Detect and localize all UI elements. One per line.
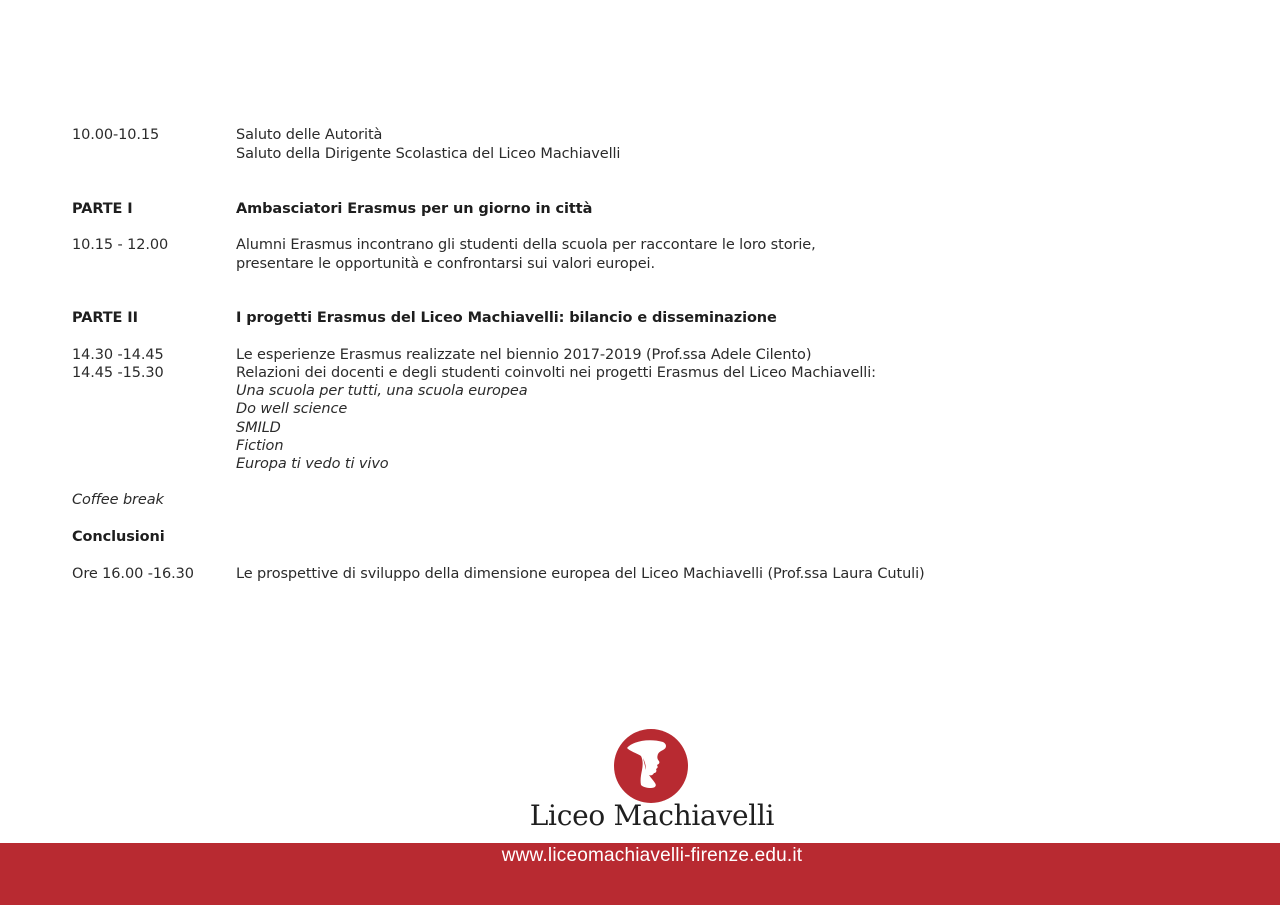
opening-line-2: Saluto della Dirigente Scolastica del Liceo Machiavelli <box>236 146 621 162</box>
conclusions-time: Ore 16.00 -16.30 <box>72 566 194 582</box>
conclusions-text: Le prospettive di sviluppo della dimensione europea del Liceo Machiavelli (Prof.ssa Laura Cutuli) <box>236 566 925 582</box>
part2-line-1: Le esperienze Erasmus realizzate nel biennio 2017-2019 (Prof.ssa Adele Cilento) <box>236 347 812 363</box>
part1-line-1: Alumni Erasmus incontrano gli studenti della scuola per raccontare le loro storie, <box>236 237 816 253</box>
school-name: Liceo Machiavelli <box>529 799 775 832</box>
part1-label: PARTE I <box>72 201 133 217</box>
opening-line-1: Saluto delle Autorità <box>236 127 383 143</box>
project-item: Fiction <box>236 438 284 454</box>
project-item: SMILD <box>236 420 281 436</box>
machiavelli-profile-emblem-icon <box>613 728 689 804</box>
part2-time-1: 14.30 -14.45 <box>72 347 164 363</box>
project-item: Europa ti vedo ti vivo <box>236 456 389 472</box>
part1-time: 10.15 - 12.00 <box>72 237 169 253</box>
part1-title: Ambasciatori Erasmus per un giorno in città <box>236 201 593 217</box>
project-item: Do well science <box>236 401 348 417</box>
coffee-break: Coffee break <box>72 492 164 508</box>
website-link[interactable]: www.liceomachiavelli-firenze.edu.it <box>501 845 803 866</box>
part2-title: I progetti Erasmus del Liceo Machiavelli: bilancio e disseminazione <box>236 310 777 326</box>
conclusions-label: Conclusioni <box>72 529 165 545</box>
opening-time: 10.00-10.15 <box>72 127 160 143</box>
project-item: Una scuola per tutti, una scuola europea <box>236 383 528 399</box>
part2-time-2: 14.45 -15.30 <box>72 365 164 381</box>
part2-label: PARTE II <box>72 310 138 326</box>
part2-line-2: Relazioni dei docenti e degli studenti coinvolti nei progetti Erasmus del Liceo Machiavelli: <box>236 365 876 381</box>
part1-line-2: presentare le opportunità e confrontarsi sui valori europei. <box>236 256 655 272</box>
